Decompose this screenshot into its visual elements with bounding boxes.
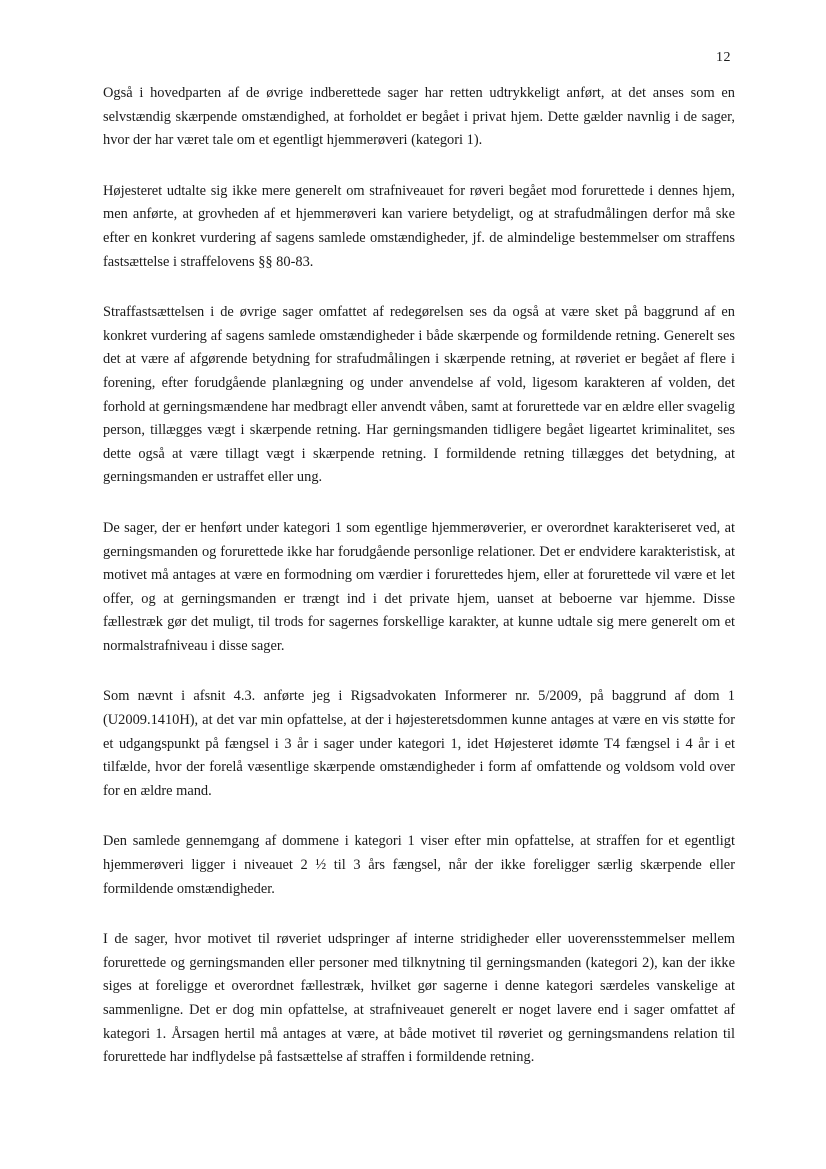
paragraph-1: Også i hovedparten af de øvrige indberettede sager har retten udtrykkeligt anført, at det anses som en selvstændig skærpende omstændighed, at forholdet er begået i privat hjem. Dette gælder navnlig i de sager, hvor der har været tale om et egentligt hjemmerøveri (kategori 1). (103, 85, 735, 149)
paragraph-2: Højesteret udtalte sig ikke mere generelt om strafniveauet for røveri begået mod forurettede i dennes hjem, men anførte, at grovheden af et hjemmerøveri kan variere betydeligt, og at strafudmålingen derfor må ske efter en konkret vurdering af sagens samlede omstændigheder, jf. de almindelige bestemmelser om straffens fastsættelse i straffelovens §§ 80-83. (103, 182, 735, 270)
document-body (103, 82, 735, 1097)
paragraph-4: De sager, der er henført under kategori 1 som egentlige hjemmerøverier, er overordnet karakteriseret ved, at gerningsmanden og forurettede ikke har forudgående personlige relationer. Det er endvidere karakteristisk, at motivet må antages at være en formodning om værdier i forurettedes hjem, eller at forurettede vil være et let offer, og at gerningsmanden er trængt ind i det private hjem, uanset at beboerne var hjemme. Disse fællestræk gør det muligt, til trods for sagernes forskellige karakter, at kunne udtale sig mere generelt om et normalstrafniveau i disse sager. (103, 519, 735, 654)
paragraph-5: Som nævnt i afsnit 4.3. anførte jeg i Rigsadvokaten Informerer nr. 5/2009, på baggrund af dom 1 (U2009.1410H), at det var min opfattelse, at der i højesteretsdommen kunne antages at være en vis støtte for et udgangspunkt på fængsel i 3 år i sager under kategori 1, idet Højesteret idømte T4 fængsel i 4 år i et tilfælde, hvor der forelå væsentlige skærpende omstændigheder i form af omfattende og voldsom vold over for en ældre mand. (103, 688, 735, 799)
paragraph-6: Den samlede gennemgang af dommene i kategori 1 viser efter min opfattelse, at straffen for et egentligt hjemmerøveri ligger i niveauet 2 ½ til 3 års fængsel, når der ikke foreligger særlig skærpende eller formildende omstændigheder. (103, 833, 735, 897)
paragraph-7: I de sager, hvor motivet til røveriet udspringer af interne stridigheder eller uoverensstemmelser mellem forurettede og gerningsmanden eller personer med tilknytning til gerningsmanden (kategori 2), kan der ikke siges at foreligge et overordnet fællestræk, hvilket gør sagerne i denne kategori særdeles vanskelige at sammenligne. Det er dog min opfattelse, at strafniveauet generelt er noget lavere end i sager omfattet af kategori 1. Årsagen hertil må antages at være, at både motivet til røveriet og gerningsmandens relation til forurettede har indflydelse på fastsættelse af straffen i formildende retning. (103, 931, 735, 1066)
paragraph-3: Straffastsættelsen i de øvrige sager omfattet af redegørelsen ses da også at være sket på baggrund af en konkret vurdering af sagens samlede omstændigheder i både skærpende og formildende retning. Generelt ses det at være af afgørende betydning for strafudmålingen i skærpende retning, at røveriet er begået af flere i forening, efter forudgående planlægning og under anvendelse af vold, ligesom karakteren af volden, det forhold at gerningsmændene har medbragt eller anvendt våben, samt at forurettede var en ældre eller svagelig person, tillægges vægt i skærpende retning. Har gerningsmanden tidligere begået ligeartet kriminalitet, ses dette også at være tillagt vægt i skærpende retning. I formildende retning tillægges det betydning, at gerningsmanden er ustraffet eller ung. (103, 304, 735, 486)
page-number: 12 (716, 50, 731, 65)
